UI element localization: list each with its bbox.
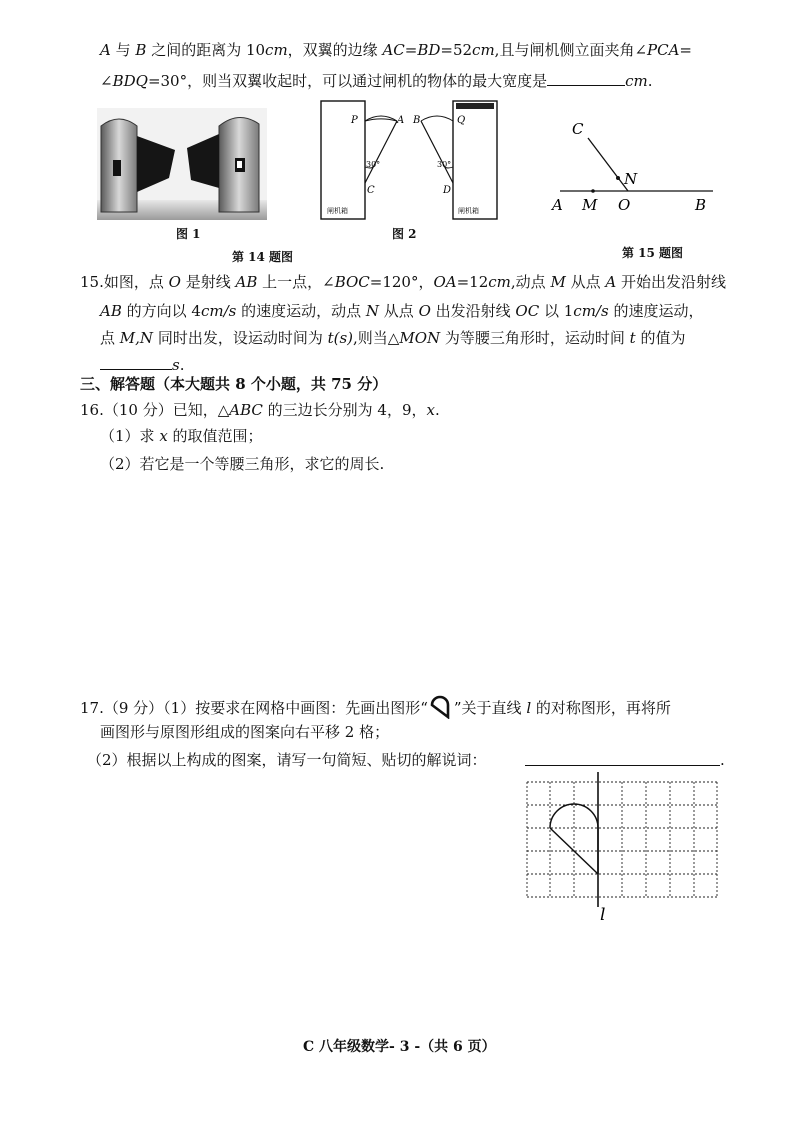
q14-figure-2-diagram — [315, 97, 505, 222]
q15-seg: 上一点，∠ — [257, 273, 335, 291]
q14-seg: 与 — [110, 41, 136, 59]
q15-seg: . — [179, 356, 185, 374]
q14-seg: ，双翼的边缘 — [287, 41, 383, 59]
q17-line-3-end: . — [720, 751, 725, 769]
label-machine-left: 闸机箱 — [327, 207, 348, 215]
q14-text-line-2 — [100, 71, 653, 91]
q15-seg: M,N — [119, 329, 154, 347]
q15-seg: OA — [433, 273, 457, 291]
q16-stem — [80, 400, 440, 420]
q15-seg: cm/s — [573, 302, 609, 320]
q15-seg: 从点 — [565, 273, 606, 291]
q14-seg: AC=BD — [382, 41, 441, 59]
q14-caption: 第 14 题图 — [232, 250, 294, 264]
q14-answer-blank[interactable] — [547, 85, 625, 86]
label-angle-right: 30° — [437, 160, 452, 169]
q15-seg: 点 — [100, 329, 120, 347]
page-footer: C 八年级数学- 3 -（共 6 页） — [303, 1039, 496, 1055]
q16-seg: 的取值范围； — [167, 427, 263, 445]
q15-seg: AB — [235, 273, 258, 291]
q15-seg: 从点 — [379, 302, 419, 320]
q15-text-line-4 — [100, 355, 184, 375]
q15-seg: MON — [399, 329, 441, 347]
label-A: A — [552, 196, 563, 214]
q17-line-3 — [87, 750, 487, 770]
q14-seg: cm — [625, 72, 648, 90]
label-A: A — [397, 115, 405, 126]
q15-seg: 的值为 — [635, 329, 686, 347]
label-D: D — [443, 185, 452, 196]
q14-figure-1-caption: 图 1 — [176, 227, 201, 241]
q14-figure-1-photo — [97, 108, 267, 220]
q17-seg: ”关于直线 — [453, 699, 527, 717]
q14-seg: =52 — [440, 41, 473, 59]
label-N: N — [624, 170, 638, 188]
grid-lines — [527, 782, 717, 897]
q14-seg: cm — [265, 41, 288, 59]
q14-seg: ∠ — [100, 72, 113, 90]
q14-seg: A — [100, 41, 111, 59]
wing-ca — [365, 121, 397, 183]
q15-seg: 以 1 — [539, 302, 574, 320]
q17-seg: 的对称图形，再将所 — [531, 699, 671, 717]
q14-seg: B — [135, 41, 147, 59]
q17-seg: （2）根据以上构成的图案，请写一句简短、贴切的解说词： — [87, 751, 487, 769]
q14-seg: . — [647, 72, 653, 90]
ray-oc — [588, 138, 628, 191]
q15-seg: ,动点 — [510, 273, 551, 291]
q16-seg: . — [434, 401, 440, 419]
grid-line-label-l: l — [600, 905, 606, 922]
q15-seg: t(s) — [327, 329, 354, 347]
q16-seg: x — [426, 401, 435, 419]
q15-seg: N — [365, 302, 380, 320]
label-Q: Q — [457, 115, 466, 126]
q15-caption: 第 15 题图 — [622, 246, 684, 260]
q15-seg: cm/s — [200, 302, 237, 320]
q17-grid — [522, 772, 722, 922]
q16-part-1 — [100, 426, 263, 446]
q15-seg: 的速度运动，动点 — [236, 302, 366, 320]
q15-figure — [548, 118, 723, 218]
q15-seg: O — [418, 302, 431, 320]
q14-text-line-1 — [100, 40, 692, 60]
label-machine-right: 闸机箱 — [458, 207, 479, 215]
label-C: C — [572, 120, 584, 138]
q16-seg: 16.（10 分）已知，△ — [80, 401, 230, 419]
label-O: O — [618, 196, 631, 214]
q15-seg: O — [168, 273, 181, 291]
label-P: P — [351, 115, 358, 126]
q15-seg: BOC — [334, 273, 370, 291]
q15-seg: OC — [515, 302, 540, 320]
q16-seg: 的三边长分别为 4，9， — [262, 401, 427, 419]
q15-seg: 的方向以 4 — [121, 302, 201, 320]
q16-seg: x — [159, 427, 168, 445]
label-M: M — [582, 196, 598, 214]
q17-seg: 17.（9 分）（1）按要求在网格中画图：先画出图形“ — [80, 699, 428, 717]
q15-text-line-3 — [100, 328, 685, 348]
q16-seg: ABC — [229, 401, 263, 419]
label-C: C — [367, 185, 375, 196]
q15-text-line-2 — [100, 301, 703, 321]
q14-seg: ,且与闸机侧立面夹角∠ — [494, 41, 648, 59]
q15-seg: 15.如图，点 — [80, 273, 169, 291]
section-3-title: 三、解答题（本大题共 8 个小题，共 75 分） — [80, 375, 388, 393]
q15-seg: 的速度运动， — [608, 302, 704, 320]
q16-seg: （1）求 — [100, 427, 160, 445]
q15-seg: 为等腰三角形时，运动时间 — [440, 329, 630, 347]
q15-seg: A — [605, 273, 617, 291]
q17-answer-blank[interactable] — [525, 765, 720, 766]
point-N — [616, 176, 620, 180]
q14-seg: BDQ — [112, 72, 148, 90]
q14-seg: =30°，则当双翼收起时，可以通过闸机的物体的最大宽度是 — [147, 72, 548, 90]
machine-left-box — [321, 101, 365, 219]
q15-seg: =12 — [456, 273, 489, 291]
point-M — [591, 189, 595, 193]
q15-seg: M — [550, 273, 566, 291]
q14-figure-2-caption: 图 2 — [392, 227, 417, 241]
q15-seg: 是射线 — [180, 273, 236, 291]
q15-text-line-1 — [80, 272, 726, 292]
q15-seg: t — [629, 329, 636, 347]
q15-seg: 开始出发沿射线 — [616, 273, 726, 291]
q15-seg: 出发沿射线 — [430, 302, 516, 320]
q15-seg: ,则当△ — [353, 329, 400, 347]
q17-seg: l — [526, 699, 532, 717]
q15-seg: =120°， — [369, 273, 434, 291]
q17-line-1 — [80, 693, 671, 719]
drop-shape-icon — [428, 693, 454, 719]
q17-line-2: 画图形与原图形组成的图案向右平移 2 格； — [100, 723, 390, 741]
q15-answer-blank[interactable] — [100, 369, 172, 370]
q14-seg: 之间的距离为 10 — [146, 41, 266, 59]
q14-seg: PCA — [647, 41, 680, 59]
q14-seg: = — [679, 41, 692, 59]
q16-part-2: （2）若它是一个等腰三角形，求它的周长. — [100, 455, 385, 473]
q14-seg: cm — [472, 41, 495, 59]
q15-seg: cm — [488, 273, 511, 291]
label-B: B — [413, 115, 421, 126]
wing-db — [421, 121, 453, 183]
label-angle-left: 30° — [366, 160, 381, 169]
label-B: B — [695, 196, 707, 214]
q15-seg: s — [172, 356, 180, 374]
q15-seg: AB — [100, 302, 122, 320]
q15-seg: 同时出发，设运动时间为 — [153, 329, 328, 347]
